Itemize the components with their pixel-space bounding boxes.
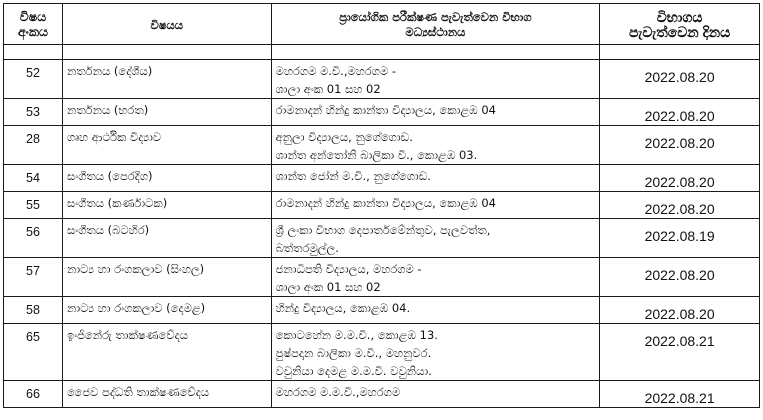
exam-centre-line: ජනාධිපති විද්‍යාලය, මහරගම - xyxy=(275,262,422,276)
table-row xyxy=(4,165,760,192)
exam-centre-cell xyxy=(271,192,600,219)
subject-name: ඉංජිනේරු තාක්ෂණවේදය xyxy=(67,328,188,342)
table-body xyxy=(4,60,760,408)
subject-number-cell: 66 xyxy=(4,381,63,408)
exam-centre-cell xyxy=(271,99,600,126)
exam-centre-line: වවුනියා දෙමළ ම.ම.වි. වවුනියා. xyxy=(275,364,432,378)
exam-centre-cell xyxy=(271,126,600,165)
header-subject-number-line-2: අංකය xyxy=(17,25,48,39)
exam-centre-line: ශාන්ත අන්තෝනි බාලිකා වි., කොළඹ 03. xyxy=(275,148,478,162)
exam-centre-line: හින්දු විද්‍යාලය, කොළඹ 04. xyxy=(275,301,411,315)
subject-number-cell: 65 xyxy=(4,324,63,381)
subject-number-cell: 53 xyxy=(4,99,63,126)
exam-centre-line: මහරගම ම.ම.වි.,මහරගම xyxy=(275,385,401,399)
exam-date-cell: 2022.08.19 xyxy=(600,219,760,258)
subject-name: සංගීතය (පෙරදිග) xyxy=(67,169,153,183)
exam-date-cell: 2022.08.21 xyxy=(600,381,760,408)
subject-number-cell: 57 xyxy=(4,258,63,297)
subject-number-cell: 55 xyxy=(4,192,63,219)
exam-centre-cell xyxy=(271,324,600,381)
subject-name-cell xyxy=(63,60,272,99)
exam-date-cell: 2022.08.20 xyxy=(600,297,760,324)
table-row xyxy=(4,381,760,408)
header-exam-centre-line-2: මධ්‍යස්ථානය xyxy=(405,25,466,39)
table-row xyxy=(4,192,760,219)
subject-number-cell: 28 xyxy=(4,126,63,165)
exam-centre-cell xyxy=(271,165,600,192)
exam-centre-cell xyxy=(271,60,600,99)
exam-date-cell: 2022.08.20 xyxy=(600,258,760,297)
subject-number-cell: 54 xyxy=(4,165,63,192)
exam-centre-line: කොටහේන ම.ම.වි., කොළඹ 13. xyxy=(275,328,438,342)
subject-name-cell xyxy=(63,165,272,192)
exam-date-cell: 2022.08.20 xyxy=(600,60,760,99)
exam-centre-line: ශාන්ත ජෝන් ම.වි., නුගේගොඩ. xyxy=(275,169,431,183)
exam-centre-line: ශ්‍රී ලංකා විභාග දෙපාර්තමේන්තුව, පැලවත්ත, xyxy=(275,223,491,237)
subject-name-cell xyxy=(63,381,272,408)
subject-name-cell xyxy=(63,258,272,297)
exam-date-cell: 2022.08.20 xyxy=(600,192,760,219)
subject-name: නාට්‍ය හා රංගකලාව (සිංහල) xyxy=(67,262,205,276)
table-row xyxy=(4,324,760,381)
spacer-cell xyxy=(4,45,63,60)
exam-centre-cell xyxy=(271,381,600,408)
table-spacer-row xyxy=(4,45,760,60)
subject-name: සංගීතය (බටහිර) xyxy=(67,223,150,237)
subject-name: ගෘහ ආර්ථික විද්‍යාව xyxy=(67,130,162,144)
subject-name: නාට්‍ය හා රංගකලාව (දෙමළ) xyxy=(67,301,206,315)
exam-centre-line: අනුලා විද්‍යාලය, නුගේගොඩ. xyxy=(275,130,413,144)
header-exam-date-line-1: විභාගය xyxy=(656,10,703,25)
exam-centre-line: රාමනාදන් හින්දු කාන්තා විද්‍යාලය, කොළඹ 04 xyxy=(275,103,496,117)
table-row xyxy=(4,258,760,297)
exam-centre-cell xyxy=(271,219,600,258)
spacer-cell xyxy=(271,45,600,60)
exam-date-cell: 2022.08.20 xyxy=(600,126,760,165)
header-exam-date-line-2: පැවැත්වෙන දිනය xyxy=(628,25,731,40)
header-subject-label: විෂයය xyxy=(150,17,184,32)
exam-schedule-table xyxy=(3,3,760,408)
subject-name: නර්තනය (දේශීය) xyxy=(67,64,153,78)
subject-name: සංගීතය (කර්ණාටක) xyxy=(67,196,168,210)
exam-centre-line: ශාලා අංක 01 සහ 02 xyxy=(275,82,381,96)
header-subject-number-line-1: විෂය xyxy=(19,10,47,24)
subject-name-cell xyxy=(63,99,272,126)
table-row xyxy=(4,99,760,126)
subject-name-cell xyxy=(63,324,272,381)
header-subject-number xyxy=(4,4,63,45)
table-row xyxy=(4,60,760,99)
spacer-cell xyxy=(63,45,272,60)
exam-date-cell: 2022.08.20 xyxy=(600,99,760,126)
subject-name: නර්තනය (භරත) xyxy=(67,103,149,117)
exam-centre-cell xyxy=(271,297,600,324)
spacer-cell xyxy=(600,45,760,60)
subject-number-cell: 56 xyxy=(4,219,63,258)
subject-name-cell xyxy=(63,192,272,219)
table-row xyxy=(4,126,760,165)
subject-name-cell xyxy=(63,297,272,324)
exam-date-cell: 2022.08.21 xyxy=(600,324,760,381)
exam-centre-table-page xyxy=(3,3,760,408)
subject-name-cell xyxy=(63,126,272,165)
header-exam-centre-line-1: ප්‍රායෝගික පරීක්ෂණ පැවැත්වෙන විභාග xyxy=(339,10,532,24)
subject-name: ජෛව පද්ධති තාක්ෂණවේදය xyxy=(67,385,210,399)
subject-number-cell: 52 xyxy=(4,60,63,99)
header-exam-date xyxy=(600,4,760,45)
exam-centre-line: මහරගම ම.වි.,මහරගම - xyxy=(275,64,397,78)
exam-centre-line: පුෂ්පදාන බාලිකා ම.වි., මහනුවර. xyxy=(275,346,432,360)
exam-centre-line: ශාලා අංක 01 සහ 02 xyxy=(275,280,381,294)
subject-number-cell: 58 xyxy=(4,297,63,324)
exam-centre-line: රාමනාදන් හින්දු කාන්තා විද්‍යාලය, කොළඹ 04 xyxy=(275,196,496,210)
table-row xyxy=(4,297,760,324)
header-exam-centre xyxy=(271,4,600,45)
exam-centre-cell xyxy=(271,258,600,297)
subject-name-cell xyxy=(63,219,272,258)
header-subject xyxy=(63,4,272,45)
exam-date-cell: 2022.08.20 xyxy=(600,165,760,192)
exam-centre-line: බත්තරමුල්ල. xyxy=(275,241,339,255)
table-row xyxy=(4,219,760,258)
table-header-row xyxy=(4,4,760,45)
